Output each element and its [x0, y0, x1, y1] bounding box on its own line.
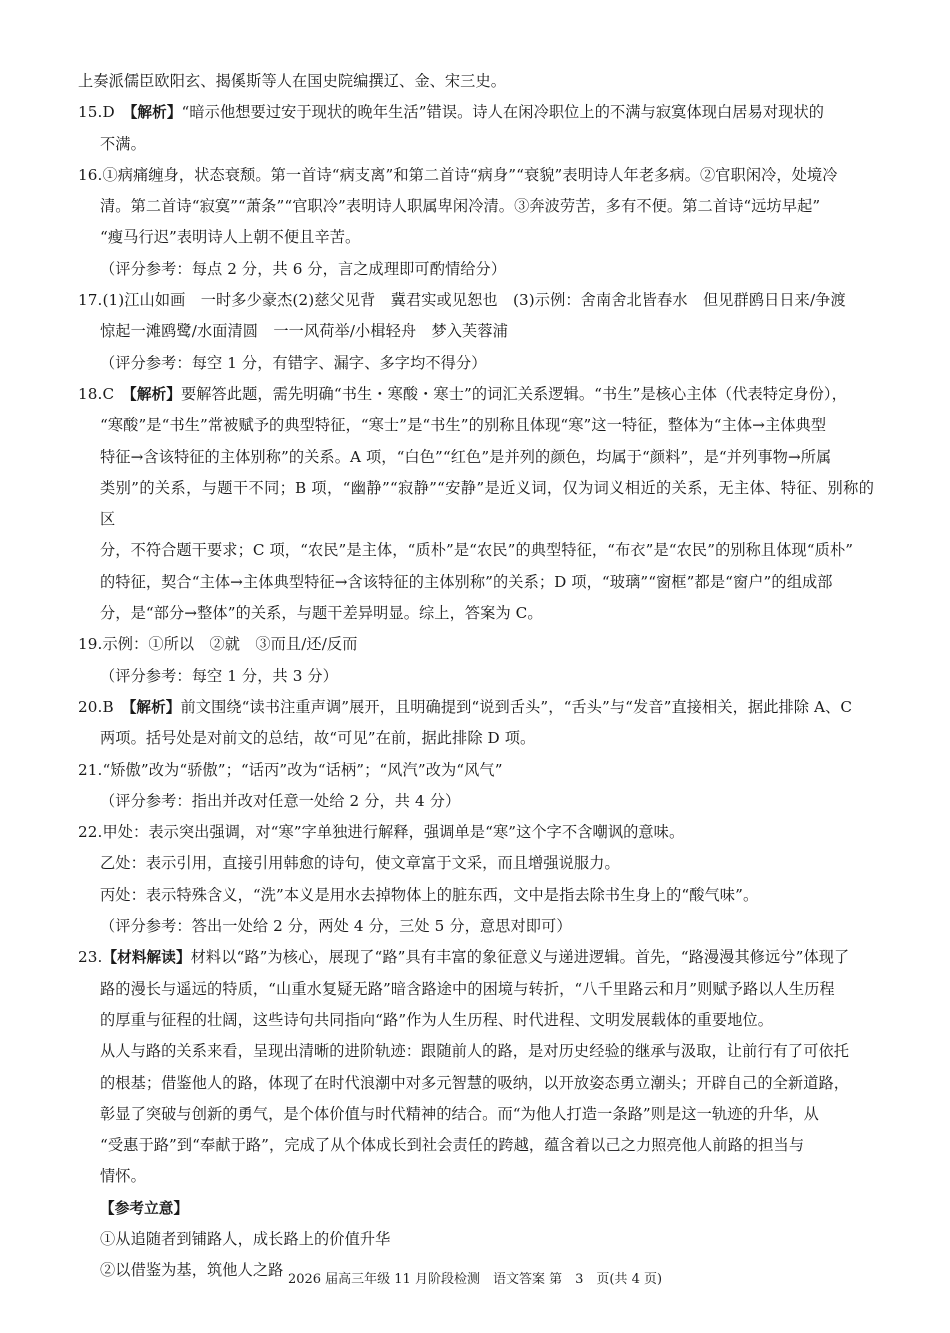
q22-line-3: 丙处：表示特殊含义，“洗”本义是用水去掉物体上的脏东西，文中是指去除书生身上的“酸气味”。 [100, 885, 759, 904]
q14-continuation: 上奏派儒臣欧阳玄、揭傒斯等人在国史院编撰辽、金、宋三史。 [78, 72, 507, 90]
reference-theme-2: ②以借鉴为基，筑他人之路 [100, 1261, 284, 1280]
q18-text: 要解答此题，需先明确“书生・寒酸・寒士”的词汇关系逻辑。“书生”是核心主体（代表特定身份）， [180, 384, 847, 403]
q23-line-4: 从人与路的关系来看，呈现出清晰的进阶轨迹：跟随前人的路，是对历史经验的继承与汲取，让前行有了可依托 [100, 1042, 850, 1061]
q17-line-2: 惊起一滩鸥鹭/水面清圆 一一风荷举/小楫轻舟 梦入芙蓉浦 [100, 322, 508, 341]
q21-scoring: （评分参考：指出并改对任意一处给 2 分，共 4 分） [100, 791, 461, 810]
q17-line-1: 17.(1)江山如画 一时多少豪杰(2)慈父见背 冀君实或见恕也 (3)示例：舍南舍北皆春水 但见群鸥日日来/争渡 [78, 291, 846, 310]
analysis-tag: 【解析】 [129, 698, 181, 716]
q16-scoring: （评分参考：每点 2 分，共 6 分，言之成理即可酌情给分） [100, 259, 507, 278]
q23-line-5: 的根基；借鉴他人的路，体现了在时代浪潮中对多元智慧的吸纳，以开放姿态勇立潮头；开辟自己的全新道路， [100, 1073, 850, 1092]
q23-line-7: “受惠于路”到“奉献于路”，完成了从个体成长到社会责任的跨越，蕴含着以己之力照亮他人前路的担当与 [100, 1136, 805, 1155]
q19-scoring: （评分参考：每空 1 分，共 3 分） [100, 666, 338, 685]
q16-line-3: “瘦马行迟”表明诗人上朝不便且辛苦。 [100, 228, 361, 247]
reference-theme-heading: 【参考立意】 [100, 1199, 189, 1217]
q20-line-2: 两项。括号处是对前文的总结，故“可见”在前，据此排除 D 项。 [100, 729, 536, 748]
q18-line-6: 的特征，契合“主体→主体典型特征→含该特征的主体别称”的关系；D 项，“玻璃”“窗框”都是“窗户”的组成部 [100, 572, 833, 591]
q20-number: 20.B [78, 697, 114, 716]
q19-answer: 19.示例：①所以 ②就 ③而且/还/反而 [78, 635, 358, 654]
q18-line-2: “寒酸”是“书生”常被赋予的典型特征，“寒士”是“书生”的别称且体现“寒”这一特征，整体为“主体→主体典型 [100, 416, 827, 435]
material-reading-tag: 【材料解读】 [102, 949, 191, 967]
q23-text: 材料以“路”为核心，展现了“路”具有丰富的象征意义与递进逻辑。首先，“路漫漫其修远兮”体现了 [190, 948, 850, 967]
analysis-tag: 【解析】 [130, 104, 182, 122]
q18-answer [78, 379, 874, 410]
q15-text: “暗示他想要过安于现状的晚年生活”错误。诗人在闲冷职位上的不满与寂寞体现白居易对现状的 [181, 103, 825, 122]
q20-answer [78, 692, 874, 723]
q23-line-8: 情怀。 [100, 1167, 146, 1186]
q21-answer: 21.“矫傲”改为“骄傲”；“话丙”改为“话柄”；“风汽”改为“风气” [78, 760, 503, 779]
q16-line-2: 清。第二首诗“寂寞”“萧条”“官职冷”表明诗人职属卑闲冷清。③奔波劳苦，多有不便。第二首诗“远坊早起” [100, 197, 821, 216]
q18-line-4: 类别”的关系，与题干不同；B 项，“幽静”“寂静”“安静”是近义词，仅为词义相近的关系，无主体、特征、别称的区 [100, 478, 874, 529]
q18-line-7: 分，是“部分→整体”的关系，与题干差异明显。综上，答案为 C。 [100, 604, 543, 623]
q23-line-2: 路的漫长与遥远的特质，“山重水复疑无路”暗含路途中的困境与转折，“八千里路云和月”则赋予路以人生历程 [100, 979, 835, 998]
q22-line-1: 22.甲处：表示突出强调，对“寒”字单独进行解释，强调单是“寒”这个字不含嘲讽的意味。 [78, 823, 685, 842]
q23-number: 23. [78, 948, 103, 967]
q23-answer [78, 942, 874, 973]
q16-line-1: 16.①病痛缠身，状态衰颓。第一首诗“病支离”和第二首诗“病身”“衰貌”表明诗人年老多病。②官职闲冷，处境冷 [78, 165, 838, 184]
q15-text-cont: 不满。 [100, 134, 146, 153]
q22-line-2: 乙处：表示引用，直接引用韩愈的诗句，使文章富于文采，而且增强说服力。 [100, 854, 620, 873]
q23-line-6: 彰显了突破与创新的勇气，是个体价值与时代精神的结合。而“为他人打造一条路”则是这一轨迹的升华，从 [100, 1104, 819, 1123]
q23-line-3: 的厚重与征程的壮阔，这些诗句共同指向“路”作为人生历程、时代进程、文明发展载体的重要地位。 [100, 1010, 774, 1029]
q15-number: 15.D [78, 103, 115, 122]
reference-theme-1: ①从追随者到铺路人，成长路上的价值升华 [100, 1229, 391, 1248]
q18-line-5: 分，不符合题干要求；C 项，“农民”是主体，“质朴”是“农民”的典型特征，“布衣”是“农民”的别称且体现“质朴” [100, 541, 854, 560]
page-body [78, 66, 874, 1287]
analysis-tag: 【解析】 [129, 385, 181, 403]
q22-scoring: （评分参考：答出一处给 2 分，两处 4 分，三处 5 分，意思对即可） [100, 917, 572, 936]
q18-line-3: 特征→含该特征的主体别称”的关系。A 项，“白色”“红色”是并列的颜色，均属于“颜料”，是“并列事物→所属 [100, 447, 832, 466]
q17-scoring: （评分参考：每空 1 分，有错字、漏字、多字均不得分） [100, 353, 487, 372]
q18-number: 18.C [78, 384, 115, 403]
q15-answer [78, 97, 874, 128]
page-footer: 2026 届高三年级 11 月阶段检测 语文答案 第 3 页(共 4 页) [287, 1272, 663, 1287]
q20-text: 前文围绕“读书注重声调”展开，且明确提到“说到舌头”，“舌头”与“发音”直接相关，据此排除 A、C [180, 697, 853, 716]
